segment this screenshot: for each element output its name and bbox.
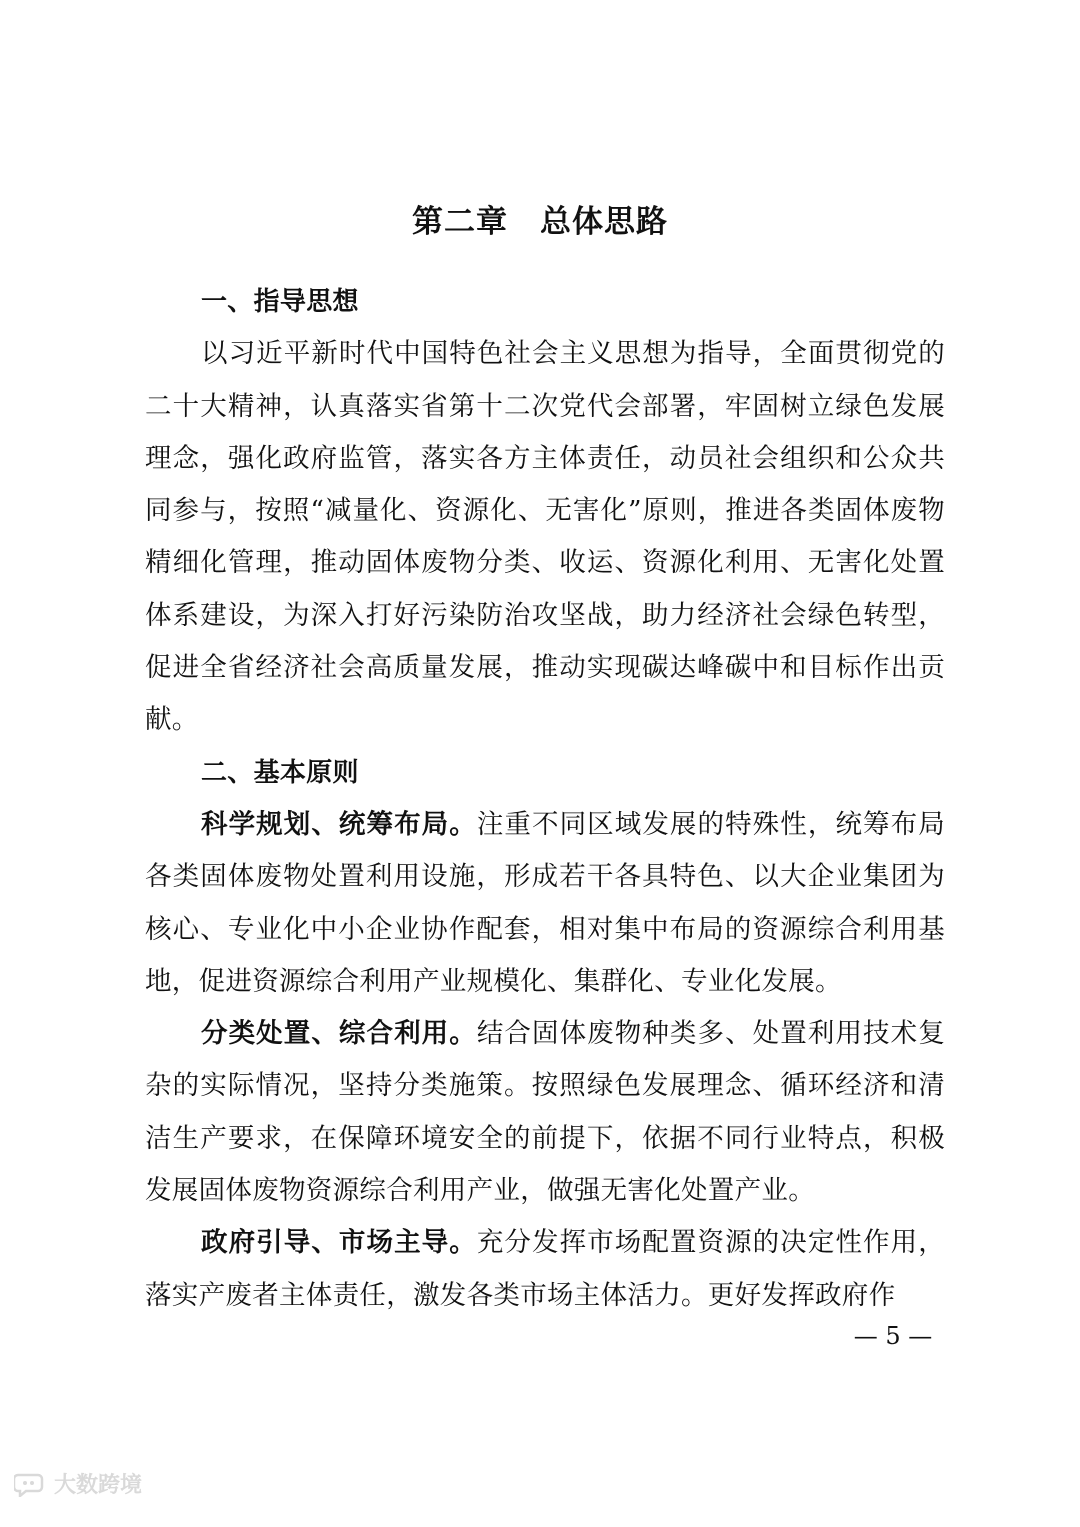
paragraph-text: 充分发挥市场配置资源的决定性作用，落实产废者主体责任，激发各类市场主体活力。更好发挥政府作	[145, 1227, 945, 1311]
page-number: — 5 —	[853, 1322, 933, 1350]
paragraph-lead: 科学规划、统筹布局。	[201, 808, 477, 840]
watermark-text: 大数跨境	[54, 1473, 143, 1498]
section-heading-guiding-ideology: 一、指导思想	[201, 287, 359, 317]
chapter-title: 第二章 总体思路	[412, 204, 668, 240]
paragraph-principle-planning	[145, 799, 945, 1008]
paragraph-text: 注重不同区域发展的特殊性，统筹布局各类固体废物处置利用设施，形成若干各具特色、以大企业集团为核心、专业化中小企业协作配套，相对集中布局的资源综合利用基地，促进资源综合利用产业规模化、集群化、专业化发展。	[145, 808, 945, 997]
paragraph-guiding-ideology	[145, 328, 945, 746]
document-body	[145, 276, 945, 1322]
paragraph-lead: 政府引导、市场主导。	[201, 1227, 477, 1259]
paragraph-principle-government	[145, 1217, 945, 1322]
chat-bubble-logo-icon	[14, 1471, 48, 1497]
section-heading-basic-principles: 二、基本原则	[201, 757, 359, 788]
paragraph-principle-classification	[145, 1008, 945, 1217]
paragraph-lead: 分类处置、综合利用。	[201, 1018, 477, 1050]
paragraph-text: 结合固体废物种类多、处置利用技术复杂的实际情况，坚持分类施策。按照绿色发展理念、循环经济和清洁生产要求，在保障环境安全的前提下，依据不同行业特点，积极发展固体废物资源综合利用产业，做强无害化处置产业。	[145, 1018, 945, 1207]
watermark	[14, 1468, 142, 1499]
paragraph-text: 以习近平新时代中国特色社会主义思想为指导，全面贯彻党的二十大精神，认真落实省第十二次党代会部署，牢固树立绿色发展理念，强化政府监管，落实各方主体责任，动员社会组织和公众共同参与，按照“减量化、资源化、无害化”原则，推进各类固体废物精细化管理，推动固体废物分类、收运、资源化利用、无害化处置体系建设，为深入打好污染防治攻坚战，助力经济社会绿色转型，促进全省经济社会高质量发展，推动实现碳达峰碳中和目标作出贡献。	[145, 338, 945, 736]
